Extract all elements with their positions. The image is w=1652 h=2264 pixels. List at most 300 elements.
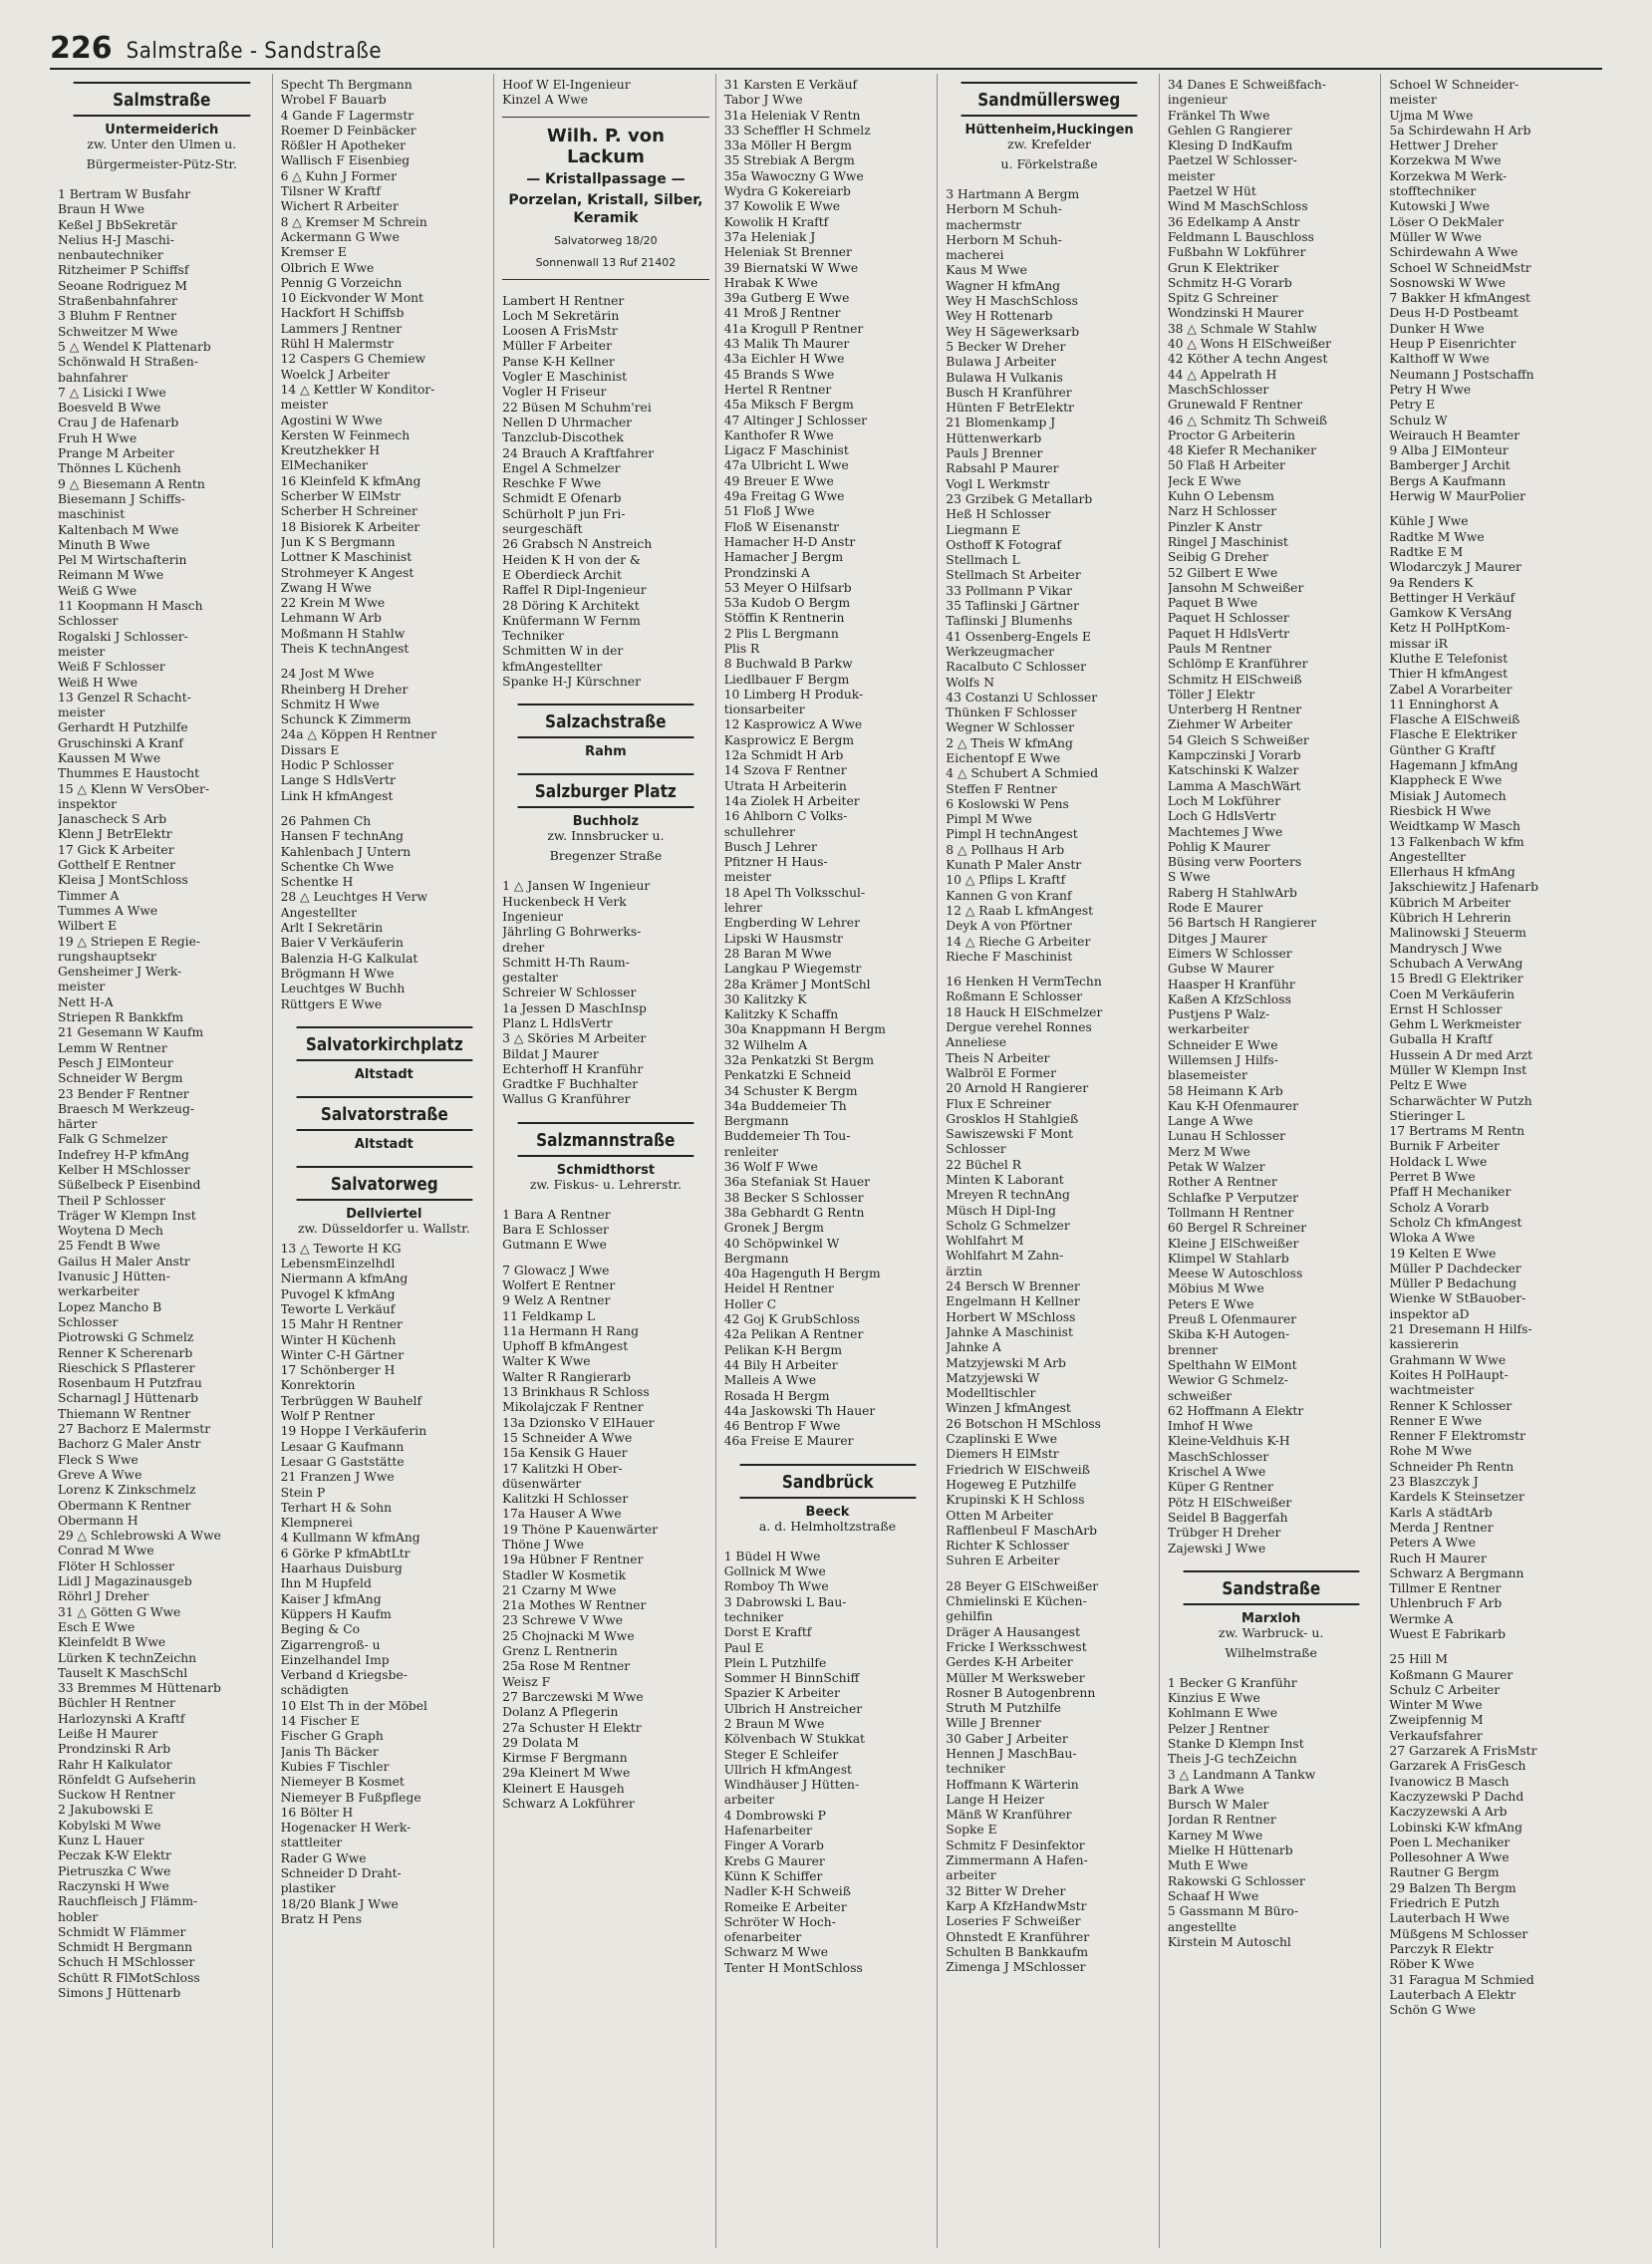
resident-entry: 60 Bergel R Schreiner — [1167, 1221, 1307, 1236]
resident-entry: werkarbeiter — [58, 1284, 139, 1299]
resident-entry: 33 Pollmann P Vikar — [946, 583, 1073, 598]
resident-entry: Kaczyzewski A Arb — [1389, 1805, 1508, 1820]
resident-entry: 29 △ Schlebrowski A Wwe — [58, 1529, 221, 1544]
resident-entry: 32a Penkatzki St Bergm — [723, 1053, 875, 1067]
resident-entry: Kaus M Wwe — [946, 263, 1027, 278]
resident-entry: 1a Jessen D MaschInsp — [502, 1000, 647, 1015]
resident-entry: Teworte L Verkäuf — [280, 1302, 396, 1316]
resident-entry: Schlömp E Kranführer — [1167, 657, 1308, 672]
resident-entry: Krupinski K H Schloss — [946, 1493, 1085, 1508]
resident-entry: Kübrich M Arbeiter — [1389, 895, 1512, 910]
resident-entry: Gensheimer J Werk- — [58, 965, 182, 980]
resident-entry: Weidtkamp W Masch — [1389, 819, 1520, 834]
resident-entry: 25 Chojnacki M Wwe — [502, 1628, 635, 1643]
resident-entry: 22 Büsen M Schuhm'rei — [502, 400, 652, 415]
resident-entry: 15 Mahr H Rentner — [280, 1317, 403, 1332]
resident-entry: 14 Fischer E — [280, 1714, 360, 1729]
resident-entry: Kirstein M Autoschl — [1167, 1934, 1291, 1949]
resident-entry: Ulbrich H Anstreicher — [723, 1701, 863, 1716]
resident-entry: Kaczyzewski P Dachd — [1389, 1789, 1524, 1804]
resident-entry: Kleisa J MontSchloss — [58, 873, 188, 888]
resident-entry: Pustjens P Walz- — [1167, 1007, 1270, 1022]
resident-entry: Rühl H Malermstr — [280, 337, 394, 352]
resident-entry: 14 Szova F Rentner — [723, 763, 847, 778]
resident-entry: Bergmann — [723, 1251, 789, 1266]
resident-entry: Müller F Arbeiter — [502, 339, 612, 354]
resident-entry: Bildat J Maurer — [502, 1046, 599, 1061]
resident-entry: Peters A Wwe — [1389, 1536, 1476, 1551]
resident-entry: Heidel H Rentner — [723, 1281, 834, 1296]
resident-entry: Mreyen R technAng — [946, 1188, 1070, 1203]
resident-entry: Ligacz F Maschinist — [723, 443, 849, 458]
resident-entry: Jansohn M Schweißer — [1167, 580, 1304, 595]
resident-entry: Ernst H Schlosser — [1389, 1001, 1503, 1016]
resident-entry: Töller J Elektr — [1167, 687, 1255, 702]
spacer — [58, 177, 266, 187]
spacer — [1168, 1666, 1375, 1676]
resident-entry: Terbrüggen W Bauhelf — [280, 1393, 422, 1408]
resident-entry: Romboy Th Wwe — [723, 1579, 829, 1594]
resident-entry: Schmitt H-Th Raum- — [502, 955, 630, 970]
resident-entry: Engel A Schmelzer — [502, 460, 621, 475]
street-range-note: a. d. Helmholtzstraße — [758, 1518, 897, 1534]
resident-entry: Peczak K-W Elektr — [58, 1848, 171, 1863]
resident-entry: 28 Döring K Architekt — [502, 598, 640, 613]
resident-entry: Koites H PolHaupt- — [1389, 1367, 1509, 1382]
resident-entry: 38a Gebhardt G Rentn — [723, 1205, 865, 1220]
spacer — [281, 1082, 488, 1092]
resident-entry: Gubse W Maurer — [1167, 962, 1274, 977]
resident-entry: Werkzeugmacher — [946, 644, 1055, 659]
resident-entry: bahnfahrer — [58, 370, 128, 385]
resident-entry: Bark A Wwe — [1167, 1782, 1244, 1797]
resident-entry: Hünten F BetrElektr — [946, 401, 1074, 416]
resident-entry: Sommer H BinnSchiff — [723, 1671, 860, 1686]
resident-entry: Gotthelf E Rentner — [58, 858, 176, 873]
resident-entry: Lammers J Rentner — [280, 321, 403, 336]
resident-entry: 5 Gassmann M Büro- — [1167, 1904, 1298, 1919]
resident-entry: 8 △ Kremser M Schrein — [280, 214, 427, 229]
resident-entry: MaschSchlosser — [1167, 1449, 1269, 1464]
resident-entry: Rosada H Bergm — [723, 1388, 830, 1403]
resident-entry: Wlodarczyk J Maurer — [1389, 560, 1521, 575]
resident-entry: Rieche F Maschinist — [946, 949, 1073, 964]
resident-entry: 18 Bisiorek K Arbeiter — [280, 519, 420, 534]
spacer — [1168, 1556, 1375, 1566]
resident-entry: Minten K Laborant — [946, 1173, 1064, 1187]
resident-entry: E Oberdieck Archit — [502, 567, 622, 582]
district-name: Altstadt — [354, 1136, 413, 1152]
resident-entry: 23 Blaszczyk J — [1389, 1475, 1479, 1490]
resident-entry: Otten M Arbeiter — [946, 1508, 1053, 1523]
resident-entry: Wohlfahrt M Zahn- — [946, 1249, 1064, 1264]
resident-entry: Woelck J Arbeiter — [280, 367, 391, 382]
resident-entry: Kannen G von Kranf — [946, 888, 1072, 903]
resident-entry: 36a Stefaniak St Hauer — [723, 1175, 871, 1190]
resident-entry: Klappheck E Wwe — [1389, 773, 1503, 788]
resident-entry: 41 Ossenberg-Engels E — [946, 629, 1091, 644]
resident-entry: Roßmann E Schlosser — [946, 990, 1083, 1004]
resident-entry: Lobinski K-W kfmAng — [1389, 1820, 1522, 1835]
resident-entry: 13a Dzionsko V ElHauer — [502, 1415, 655, 1430]
resident-entry: Perret B Wwe — [1389, 1170, 1476, 1185]
resident-entry: Müller W Wwe — [1389, 229, 1482, 244]
resident-entry: Weirauch H Beamter — [1389, 427, 1520, 442]
resident-entry: Lambert H Rentner — [502, 293, 625, 308]
resident-entry: 28 △ Leuchtges H Verw — [280, 890, 428, 905]
resident-entry: Weisz F — [502, 1674, 551, 1689]
resident-entry: Schmitz H Wwe — [280, 697, 380, 711]
resident-entry: Koßmann G Maurer — [1389, 1667, 1514, 1682]
resident-entry: Beging & Co — [280, 1622, 361, 1637]
resident-entry: Wegner W Schlosser — [946, 720, 1074, 735]
resident-entry: Ackermann G Wwe — [280, 229, 400, 244]
resident-entry: Schirdewahn A Wwe — [1389, 245, 1518, 260]
resident-entry: Flöter H Schlosser — [58, 1558, 174, 1573]
resident-entry: Gamkow K VersAng — [1389, 606, 1513, 621]
resident-entry: 32 Wilhelm A — [723, 1037, 808, 1052]
resident-entry: Klesing D IndKaufm — [1167, 139, 1293, 153]
resident-entry: 21 Gesemann W Kaufm — [58, 1025, 204, 1040]
resident-entry: Narz H Schlosser — [1167, 504, 1277, 519]
resident-entry: Loch M Lokführer — [1167, 793, 1281, 808]
resident-entry: Stein P — [280, 1485, 326, 1500]
resident-entry: Link H kfmAngest — [280, 788, 394, 803]
resident-entry: Mikolajczak F Rentner — [502, 1400, 644, 1415]
resident-entry: 27a Schuster H Elektr — [502, 1720, 642, 1735]
ad-products-line: Keramik — [573, 209, 639, 226]
resident-entry: 19a Hübner F Rentner — [502, 1553, 644, 1567]
resident-entry: Kaltenbach M Wwe — [58, 522, 179, 537]
page-street-range: Salmstraße - Sandstraße — [126, 39, 383, 64]
street-heading: Salvatorstraße — [296, 1096, 471, 1131]
resident-entry: Müsch H Dipl-Ing — [946, 1203, 1056, 1218]
resident-entry: Heleniak St Brenner — [723, 245, 852, 260]
resident-entry: 21 Blomenkamp J — [946, 416, 1056, 430]
resident-entry: 1 Becker G Kranführ — [1167, 1675, 1297, 1690]
resident-entry: Olbrich E Wwe — [280, 260, 375, 275]
resident-entry: Striepen R Bankkfm — [58, 1010, 184, 1025]
resident-entry: Lehmann W Arb — [280, 611, 382, 626]
resident-entry: 15 △ Klenn W VersOber- — [58, 781, 210, 796]
resident-entry: Petak W Walzer — [1167, 1160, 1265, 1175]
resident-entry: Engberding W Lehrer — [723, 916, 860, 931]
resident-entry: Uhlenbruch F Arb — [1389, 1596, 1503, 1611]
district-name: Schmidthorst — [556, 1162, 656, 1178]
resident-entry: werkarbeiter — [1167, 1022, 1249, 1037]
resident-entry: Hrabak K Wwe — [723, 275, 818, 290]
resident-entry: Scholz G Schmelzer — [946, 1218, 1070, 1233]
resident-entry: Prange M Arbeiter — [58, 446, 174, 461]
resident-entry: Rönfeldt G Aufseherin — [58, 1772, 196, 1787]
spacer — [502, 1254, 709, 1264]
resident-entry: Suhren E Arbeiter — [946, 1554, 1060, 1568]
resident-entry: Mänß W Kranführer — [946, 1808, 1072, 1823]
resident-entry: inspektor — [58, 796, 117, 811]
resident-entry: Scharnagl J Hüttenarb — [58, 1391, 199, 1406]
resident-entry: Büchler H Rentner — [58, 1696, 175, 1711]
resident-entry: 45 Brands S Wwe — [723, 367, 835, 382]
street-heading: Sandstraße — [1183, 1570, 1358, 1605]
street-heading: Salvatorkirchplatz — [296, 1026, 471, 1061]
resident-entry: Meese W Autoschloss — [1167, 1267, 1303, 1281]
resident-entry: Obermann H — [58, 1513, 138, 1528]
resident-entry: Racalbuto C Schlosser — [946, 660, 1087, 675]
resident-entry: Leuchtges W Buchh — [280, 982, 406, 996]
resident-entry: Neumann J Postschaffn — [1389, 367, 1534, 382]
resident-entry: Muth E Wwe — [1167, 1858, 1248, 1873]
resident-entry: MaschSchlosser — [1167, 382, 1269, 397]
resident-entry: Loseries F Schweißer — [946, 1914, 1081, 1929]
resident-entry: Nelius H-J Maschi- — [58, 232, 174, 247]
resident-entry: Stadler W Kosmetik — [502, 1567, 627, 1582]
ad-subtitle: — Kristallpassage — — [526, 170, 686, 187]
resident-entry: Niermann A kfmAng — [280, 1272, 409, 1286]
resident-entry: Weiß F Schlosser — [58, 660, 165, 675]
resident-entry: 1 △ Jansen W Ingenieur — [502, 879, 651, 894]
resident-entry: 19 △ Striepen E Regie- — [58, 934, 201, 949]
resident-entry: Zweipfennig M — [1389, 1713, 1484, 1728]
resident-entry: 62 Hoffmann A Elektr — [1167, 1403, 1304, 1418]
resident-entry: Kasprowicz E Bergm — [723, 732, 855, 747]
resident-entry: Flasche E Elektriker — [1389, 727, 1517, 742]
resident-entry: Sopke E — [946, 1823, 997, 1838]
resident-entry: 21 Czarny M Wwe — [502, 1582, 617, 1597]
resident-entry: 14a Ziolek H Arbeiter — [723, 793, 860, 808]
resident-entry: Kanthofer R Wwe — [723, 427, 834, 442]
resident-entry: 53a Kudob O Bergm — [723, 596, 851, 611]
resident-entry: Ruch H Maurer — [1389, 1551, 1487, 1565]
resident-entry: 5 △ Wendel K Plattenarb — [58, 339, 211, 354]
resident-entry: Klenn J BetrElektr — [58, 827, 172, 842]
resident-entry: Unterberg H Rentner — [1167, 703, 1302, 717]
resident-entry: 13 Brinkhaus R Schloss — [502, 1385, 650, 1400]
resident-entry: Haarhaus Duisburg — [280, 1561, 403, 1576]
resident-entry: 35a Wawoczny G Wwe — [723, 168, 864, 183]
resident-entry: Plis R — [723, 641, 760, 656]
resident-entry: 24 Brauch A Kraftfahrer — [502, 445, 655, 460]
resident-entry: 6 Koslowski W Pens — [946, 796, 1069, 811]
resident-entry: Wagner H kfmAng — [946, 278, 1061, 293]
resident-entry: 9 Alba J ElMonteur — [1389, 443, 1509, 458]
resident-entry: 40 Schöpwinkel W — [723, 1236, 840, 1251]
resident-entry: Pel M Wirtschafterin — [58, 553, 187, 568]
resident-entry: Kobylski M Wwe — [58, 1818, 161, 1833]
ad-phone: Sonnenwall 13 Ruf 21402 — [535, 255, 677, 269]
resident-entry: Hansen F technAng — [280, 829, 405, 844]
resident-entry: 30 Gaber J Arbeiter — [946, 1731, 1068, 1746]
resident-entry: 19 Thöne P Kauenwärter — [502, 1522, 658, 1537]
resident-entry: Echterhoff H Kranführ — [502, 1061, 644, 1076]
resident-entry: Thöne J Wwe — [502, 1538, 585, 1552]
resident-entry: Ohnstedt E Kranführer — [946, 1929, 1090, 1944]
resident-entry: Angestellter — [280, 905, 358, 920]
resident-entry: Utrata H Arbeiterin — [723, 778, 847, 793]
resident-entry: Schuch H MSchlosser — [58, 1955, 195, 1970]
resident-entry: Terhart H & Sohn — [280, 1500, 393, 1515]
resident-entry: Paetzel W Schlosser- — [1167, 153, 1297, 168]
resident-entry: Minuth B Wwe — [58, 537, 150, 552]
resident-entry: Rakowski G Schlosser — [1167, 1873, 1305, 1888]
resident-entry: Liedlbauer F Bergm — [723, 672, 850, 687]
resident-entry: 5a Schirdewahn H Arb — [1389, 123, 1531, 138]
resident-entry: 4 Kullmann W kfmAng — [280, 1531, 420, 1546]
resident-entry: Grahmann W Wwe — [1389, 1352, 1507, 1367]
resident-entry: Rode E Maurer — [1167, 901, 1263, 916]
resident-entry: Preuß L Ofenmaurer — [1167, 1312, 1297, 1327]
resident-entry: Garzarek A FrisGesch — [1389, 1759, 1526, 1774]
resident-entry: Rahr H Kalkulator — [58, 1757, 172, 1772]
district-name: Altstadt — [354, 1066, 413, 1082]
resident-entry: Fränkel Th Wwe — [1167, 108, 1270, 123]
resident-entry: 10 Elst Th in der Möbel — [280, 1698, 427, 1713]
resident-entry: Jordan R Rentner — [1167, 1813, 1276, 1828]
resident-entry: 27 Bachorz E Malermstr — [58, 1422, 211, 1437]
resident-entry: Krebs G Maurer — [723, 1853, 825, 1868]
resident-entry: Pinzler K Anstr — [1167, 519, 1262, 534]
resident-entry: Kalthoff W Wwe — [1389, 352, 1490, 367]
resident-entry: Lange S HdlsVertr — [280, 773, 396, 788]
resident-entry: düsenwärter — [502, 1476, 582, 1491]
resident-entry: Tummes A Wwe — [58, 903, 158, 918]
resident-entry: Guballa H Kraftf — [1389, 1032, 1493, 1047]
resident-entry: 23 Grzibek G Metallarb — [946, 491, 1093, 506]
resident-entry: 53 Meyer O Hilfsarb — [723, 580, 852, 595]
resident-entry: 40 △ Wons H ElSchweißer — [1167, 337, 1331, 352]
resident-entry: Radtke E M — [1389, 544, 1464, 559]
resident-entry: 50 Flaß H Arbeiter — [1167, 458, 1285, 473]
resident-entry: Stellmach L — [946, 553, 1020, 568]
resident-entry: 2 △ Theis W kfmAng — [946, 735, 1073, 750]
resident-entry: 31a Heleniak V Rentn — [723, 108, 861, 123]
resident-entry: Müßgens M Schlosser — [1389, 1926, 1528, 1941]
resident-entry: Steffen F Rentner — [946, 781, 1057, 796]
resident-entry: Kuhn O Lebensm — [1167, 489, 1274, 504]
resident-entry: 3 △ Sköries M Arbeiter — [502, 1031, 647, 1046]
resident-entry: Boesveld B Wwe — [58, 401, 161, 416]
resident-entry: Timmer A — [58, 888, 120, 903]
resident-entry: Simons J Hüttenarb — [58, 1986, 181, 2001]
resident-entry: Katschinski K Walzer — [1167, 763, 1299, 778]
resident-entry: Suckow H Rentner — [58, 1788, 175, 1803]
resident-entry: Möbius M Wwe — [1167, 1281, 1264, 1296]
directory-column — [937, 74, 1159, 2248]
resident-entry: meister — [58, 706, 106, 720]
resident-entry: Schulten B Bankkaufm — [946, 1944, 1089, 1959]
resident-entry: arbeiter — [946, 1868, 996, 1883]
resident-entry: Straßenbahnfahrer — [58, 294, 177, 309]
resident-entry: seurgeschäft — [502, 522, 583, 537]
resident-entry: 43 Costanzi U Schlosser — [946, 690, 1098, 705]
resident-entry: Dorst E Kraftf — [723, 1625, 812, 1640]
resident-entry: Einzelhandel Imp — [280, 1652, 390, 1667]
resident-entry: Bettinger H Verkäuf — [1389, 590, 1515, 605]
resident-entry: Schentke Ch Wwe — [280, 859, 395, 874]
resident-entry: 7 Bakker H kfmAngest — [1389, 291, 1530, 306]
resident-entry: Taflinski J Blumenhs — [946, 614, 1073, 629]
resident-entry: Kreutzhekker H — [280, 443, 381, 458]
resident-entry: 56 Bartsch H Rangierer — [1167, 916, 1317, 931]
advertisement — [502, 117, 709, 280]
resident-entry: Reschke F Wwe — [502, 476, 602, 491]
resident-entry: Chmielinski E Küchen- — [946, 1594, 1087, 1609]
resident-entry: Küppers H Kaufm — [280, 1606, 392, 1621]
resident-entry: Pollesohner A Wwe — [1389, 1850, 1510, 1865]
resident-entry: 19 Hoppe I Verkäuferin — [280, 1424, 427, 1439]
resident-entry: Schönwald H Straßen- — [58, 355, 198, 370]
resident-entry: Keßel J BbSekretär — [58, 217, 177, 232]
resident-entry: Scharwächter W Putzh — [1389, 1093, 1532, 1108]
resident-entry: Mielke H Hüttenarb — [1167, 1843, 1293, 1858]
resident-entry: Floß W Eisenanstr — [723, 519, 840, 534]
resident-entry: Dolanz A Pflegerin — [502, 1705, 619, 1720]
resident-entry: Deyk A von Pförtner — [946, 919, 1072, 934]
resident-entry: Schmitz F Desinfektor — [946, 1838, 1085, 1852]
resident-entry: Leiße H Maurer — [58, 1726, 158, 1741]
resident-entry: Niemeyer B Kosmet — [280, 1775, 405, 1790]
resident-entry: Tenter H MontSchloss — [723, 1960, 863, 1975]
resident-entry: Gruschinski A Kranf — [58, 735, 183, 750]
resident-entry: Pelzer J Rentner — [1167, 1721, 1269, 1736]
resident-entry: Schröter W Hoch- — [723, 1914, 836, 1929]
resident-entry: 41a Krogull P Rentner — [723, 321, 864, 336]
resident-entry: Müller W Klempn Inst — [1389, 1063, 1527, 1077]
resident-entry: Künn K Schiffer — [723, 1868, 823, 1883]
resident-entry: Trübger H Dreher — [1167, 1526, 1281, 1541]
resident-entry: Kübrich H Lehrerin — [1389, 911, 1512, 926]
resident-entry: Rauchfleisch J Flämm- — [58, 1894, 198, 1909]
resident-entry: 12 Kasprowicz A Wwe — [723, 717, 863, 732]
resident-entry: 14 △ Kettler W Konditor- — [280, 382, 435, 397]
resident-entry: 22 Krein M Wwe — [280, 596, 386, 611]
resident-entry: Loosen A FrisMstr — [502, 324, 618, 339]
resident-entry: Kohlmann E Wwe — [1167, 1706, 1278, 1721]
resident-entry: 12 △ Raab L kfmAngest — [946, 903, 1094, 918]
resident-entry: Heup P Eisenrichter — [1389, 337, 1516, 352]
resident-entry: Röber K Wwe — [1389, 1957, 1475, 1972]
resident-entry: Renner K Schlosser — [1389, 1398, 1513, 1413]
resident-entry: stattleiter — [280, 1836, 343, 1850]
resident-entry: Penkatzki E Schneid — [723, 1068, 852, 1083]
resident-entry: Wey H MaschSchloss — [946, 294, 1078, 309]
resident-entry: Kaiser J kfmAng — [280, 1591, 382, 1606]
resident-entry: Techniker — [502, 629, 564, 644]
resident-entry: Malleis A Wwe — [723, 1373, 817, 1388]
resident-entry: Grun K Elektriker — [1167, 260, 1279, 275]
resident-entry: 18/20 Blank J Wwe — [280, 1896, 399, 1911]
street-heading: Sandbrück — [739, 1464, 915, 1499]
district-name: Dellviertel — [346, 1206, 422, 1222]
resident-entry: Ingenieur — [502, 909, 563, 924]
resident-entry: 52 Gilbert E Wwe — [1167, 565, 1278, 580]
resident-entry: Machtemes J Wwe — [1167, 824, 1283, 839]
resident-entry: Seidel B Baggerfah — [1167, 1510, 1288, 1525]
resident-entry: Korzekwa M Wwe — [1389, 153, 1502, 168]
resident-entry: Schmidt W Flämmer — [58, 1924, 186, 1939]
resident-entry: Wermke A — [1389, 1611, 1454, 1626]
resident-entry: Pesch J ElMonteur — [58, 1055, 173, 1070]
resident-entry: 2 Plis L Bergmann — [723, 626, 839, 641]
resident-entry: Liegmann E — [946, 522, 1021, 537]
resident-entry: 25a Rose M Rentner — [502, 1659, 631, 1674]
resident-entry: Anneliese — [946, 1035, 1007, 1050]
resident-entry: brenner — [1167, 1342, 1218, 1357]
directory-column — [715, 74, 938, 2248]
resident-entry: Ullrich H kfmAngest — [723, 1762, 852, 1777]
resident-entry: 39a Gutberg E Wwe — [723, 291, 850, 306]
resident-entry: Ivanusic J Hütten- — [58, 1270, 170, 1284]
resident-entry: Bursch W Maler — [1167, 1798, 1269, 1813]
